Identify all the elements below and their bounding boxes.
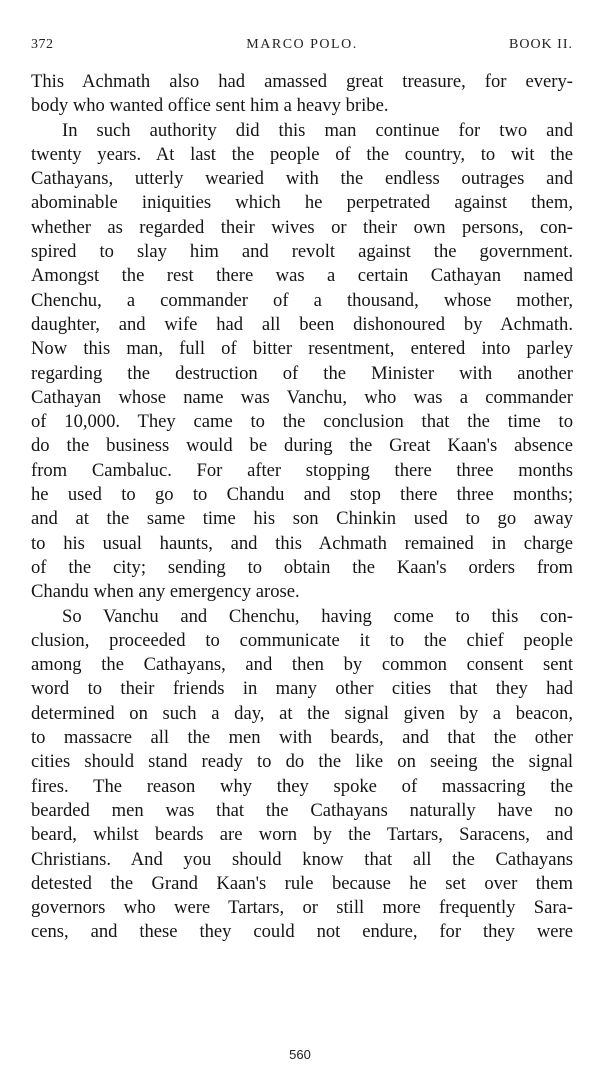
body-text [31, 70, 573, 945]
text-line: abominable iniquities which he perpetrated against them, [31, 192, 573, 214]
header-page-number: 372 [31, 37, 54, 52]
text-line: body who wanted office sent him a heavy bribe. [31, 95, 389, 117]
text-line: fires. The reason why they spoke of massacring the [31, 775, 573, 797]
text-line: determined on such a day, at the signal given by a beacon, [31, 702, 573, 724]
running-header [31, 37, 573, 59]
footer-page-number: 560 [289, 1047, 311, 1062]
text-line: Christians. And you should know that all the Cathayans [31, 848, 573, 870]
text-line: he used to go to Chandu and stop there three months; [31, 484, 573, 506]
text-line: word to their friends in many other cities that they had [31, 678, 573, 700]
text-line: cities should stand ready to do the like on seeing the signal [31, 751, 573, 773]
text-line: cens, and these they could not endure, for they were [31, 921, 573, 943]
text-line: do the business would be during the Great Kaan's absence [31, 435, 573, 457]
text-line: governors who were Tartars, or still more frequently Sara- [31, 897, 573, 919]
text-line: to massacre all the men with beards, and that the other [31, 727, 573, 749]
text-line: from Cambaluc. For after stopping there three months [31, 459, 573, 481]
text-line: and at the same time his son Chinkin used to go away [31, 508, 573, 530]
text-line: So Vanchu and Chenchu, having come to this con- [62, 605, 573, 627]
text-line: of the city; sending to obtain the Kaan's orders from [31, 556, 573, 578]
text-line: Chenchu, a commander of a thousand, whose mother, [31, 289, 573, 311]
text-line: This Achmath also had amassed great treasure, for every- [31, 71, 573, 92]
text-line: to his usual haunts, and this Achmath remained in charge [31, 532, 573, 554]
text-line: bearded men was that the Cathayans naturally have no [31, 799, 573, 821]
header-title: MARCO POLO. [246, 37, 358, 52]
text-line: among the Cathayans, and then by common consent sent [31, 654, 573, 676]
text-line: regarding the destruction of the Minister with another [31, 362, 573, 384]
text-line: Amongst the rest there was a certain Cathayan named [31, 265, 573, 287]
text-line: beard, whilst beards are worn by the Tartars, Saracens, and [31, 824, 573, 846]
header-book: BOOK II. [509, 37, 573, 52]
text-line: Cathayan whose name was Vanchu, who was a commander [31, 386, 573, 408]
text-line: In such authority did this man continue for two and [62, 119, 573, 141]
text-line: whether as regarded their wives or their own persons, con- [31, 216, 573, 238]
text-line: spired to slay him and revolt against the government. [31, 241, 573, 263]
text-line: of 10,000. They came to the conclusion that the time to [31, 411, 573, 433]
text-line: Now this man, full of bitter resentment, entered into parley [31, 338, 573, 360]
text-line: Chandu when any emergency arose. [31, 581, 300, 603]
text-line: Cathayans, utterly wearied with the endless outrages and [31, 168, 573, 190]
text-line: clusion, proceeded to communicate it to the chief people [31, 629, 573, 651]
text-line: detested the Grand Kaan's rule because he set over them [31, 872, 573, 894]
text-line: twenty years. At last the people of the country, to wit the [31, 143, 573, 165]
text-line: daughter, and wife had all been dishonoured by Achmath. [31, 313, 573, 335]
